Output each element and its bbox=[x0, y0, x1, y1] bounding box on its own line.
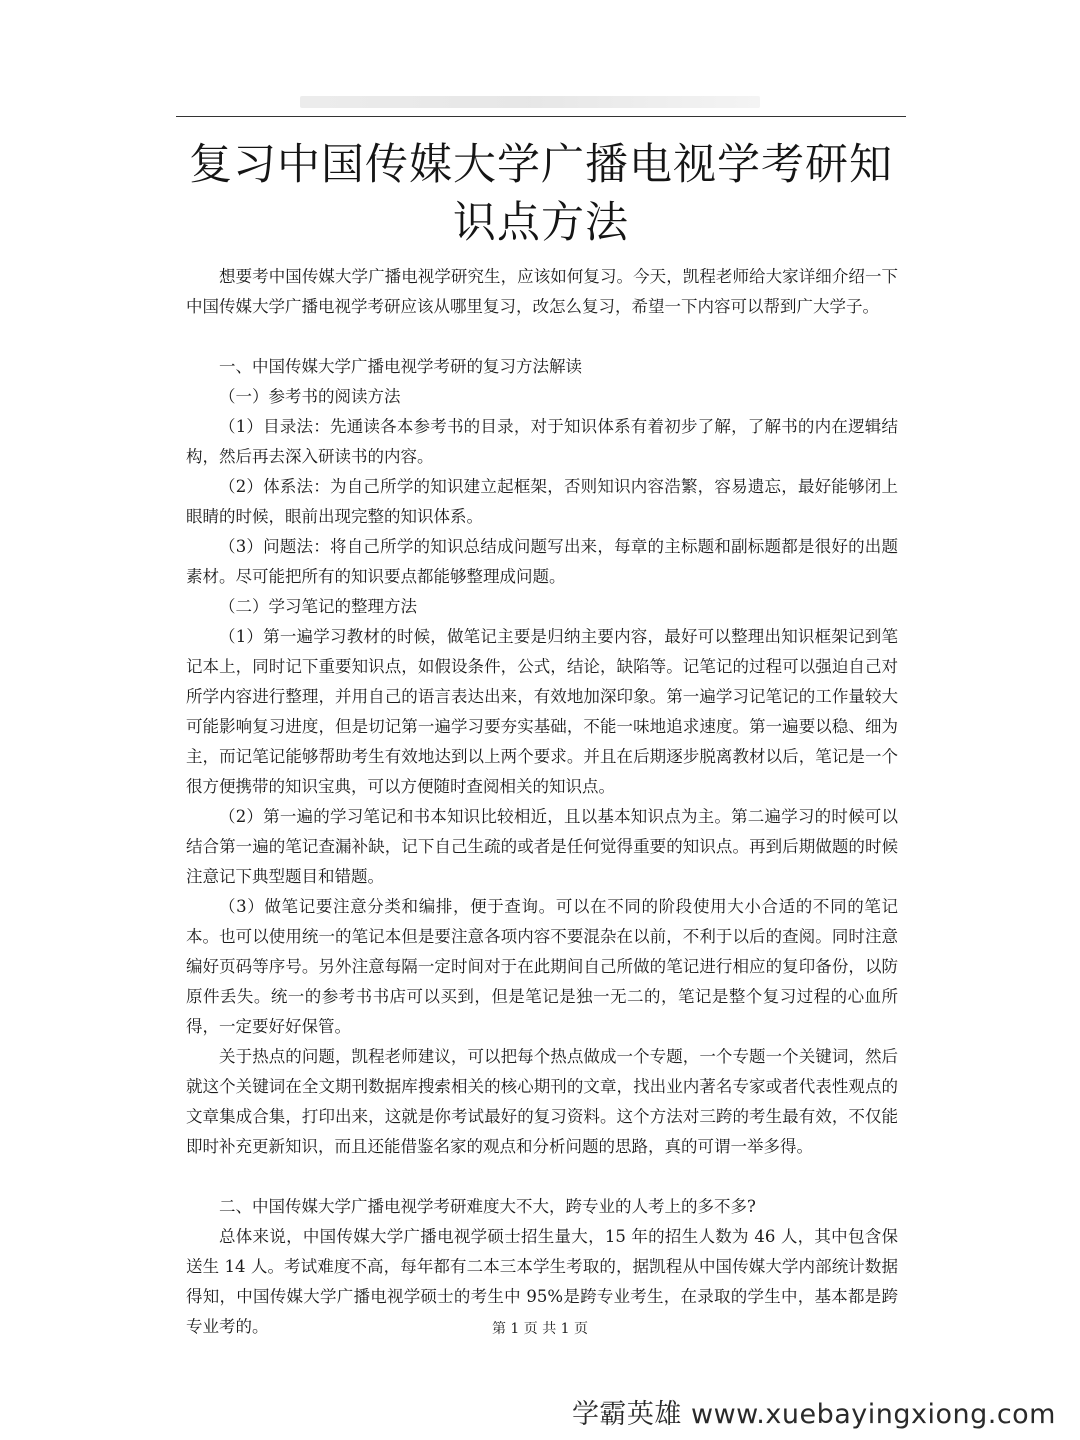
header-faint-text bbox=[300, 96, 760, 108]
paragraph: （1）目录法：先通读各本参考书的目录，对于知识体系有着初步了解，了解书的内在逻辑结构，然后再去深入研读书的内容。 bbox=[186, 417, 898, 466]
paragraph-gap bbox=[186, 322, 898, 352]
intro-paragraph: 想要考中国传媒大学广播电视学研究生，应该如何复习。今天，凯程老师给大家详细介绍一下中国传媒大学广播电视学考研应该从哪里复习，改怎么复习，希望一下内容可以帮到广大学子。 bbox=[186, 267, 898, 316]
subsection-heading: （二）学习笔记的整理方法 bbox=[219, 597, 417, 616]
paragraph: 关于热点的问题，凯程老师建议，可以把每个热点做成一个专题，一个专题一个关键词，然后就这个关键词在全文期刊数据库搜索相关的核心期刊的文章，找出业内著名专家或者代表性观点的文章集成合集，打印出来，这就是你考试最好的复习资料。这个方法对三跨的考生最有效，不仅能即时补充更新知识，而且还能借鉴名家的观点和分析问题的思路，真的可谓一举多得。 bbox=[186, 1047, 898, 1156]
watermark: 学霸英雄 www.xuebayingxiong.com bbox=[571, 1399, 1056, 1430]
paragraph: （1）第一遍学习教材的时候，做笔记主要是归纳主要内容，最好可以整理出知识框架记到笔记本上，同时记下重要知识点，如假设条件，公式，结论，缺陷等。记笔记的过程可以强迫自己对所学内容进行整理，并用自己的语言表达出来，有效地加深印象。第一遍学习记笔记的工作量较大可能影响复习进度，但是切记第一遍学习要夯实基础，不能一味地追求速度。第一遍要以稳、细为主，而记笔记能够帮助考生有效地达到以上两个要求。并且在后期逐步脱离教材以后，笔记是一个很方便携带的知识宝典，可以方便随时查阅相关的知识点。 bbox=[186, 627, 898, 796]
paragraph: 总体来说，中国传媒大学广播电视学硕士招生量大，15 年的招生人数为 46 人，其中包含保送生 14 人。考试难度不高，每年都有二本三本学生考取的，据凯程从中国传媒大学内部统计数据得知，中国传媒大学广播电视学硕士的考生中 95%是跨专业考生，在录取的学生中，基本都是跨专业考的。 bbox=[186, 1227, 898, 1336]
document-body bbox=[186, 262, 898, 1342]
document-title: 复习中国传媒大学广播电视学考研知识点方法 bbox=[189, 140, 893, 248]
subsection-heading: （一）参考书的阅读方法 bbox=[219, 387, 401, 406]
page-footer: 第 1 页 共 1 页 bbox=[491, 1321, 589, 1337]
header-rule bbox=[176, 116, 906, 117]
paragraph: （2）体系法：为自己所学的知识建立起框架，否则知识内容浩繁，容易遗忘，最好能够闭上眼睛的时候，眼前出现完整的知识体系。 bbox=[186, 477, 898, 526]
section-heading: 二、中国传媒大学广播电视学考研难度大不大，跨专业的人考上的多不多? bbox=[219, 1197, 756, 1216]
paragraph: （3）做笔记要注意分类和编排，便于查询。可以在不同的阶段使用大小合适的不同的笔记本。也可以使用统一的笔记本但是要注意各项内容不要混杂在以前，不利于以后的查阅。同时注意编好页码等序号。另外注意每隔一定时间对于在此期间自己所做的笔记进行相应的复印备份，以防原件丢失。统一的参考书书店可以买到，但是笔记是独一无二的，笔记是整个复习过程的心血所得，一定要好好保管。 bbox=[186, 897, 898, 1036]
section-heading: 一、中国传媒大学广播电视学考研的复习方法解读 bbox=[219, 357, 582, 376]
paragraph-gap bbox=[186, 1162, 898, 1192]
paragraph: （3）问题法：将自己所学的知识总结成问题写出来，每章的主标题和副标题都是很好的出题素材。尽可能把所有的知识要点都能够整理成问题。 bbox=[186, 537, 898, 586]
paragraph: （2）第一遍的学习笔记和书本知识比较相近，且以基本知识点为主。第二遍学习的时候可以结合第一遍的笔记查漏补缺，记下自己生疏的或者是任何觉得重要的知识点。再到后期做题的时候注意记下典型题目和错题。 bbox=[186, 807, 898, 886]
